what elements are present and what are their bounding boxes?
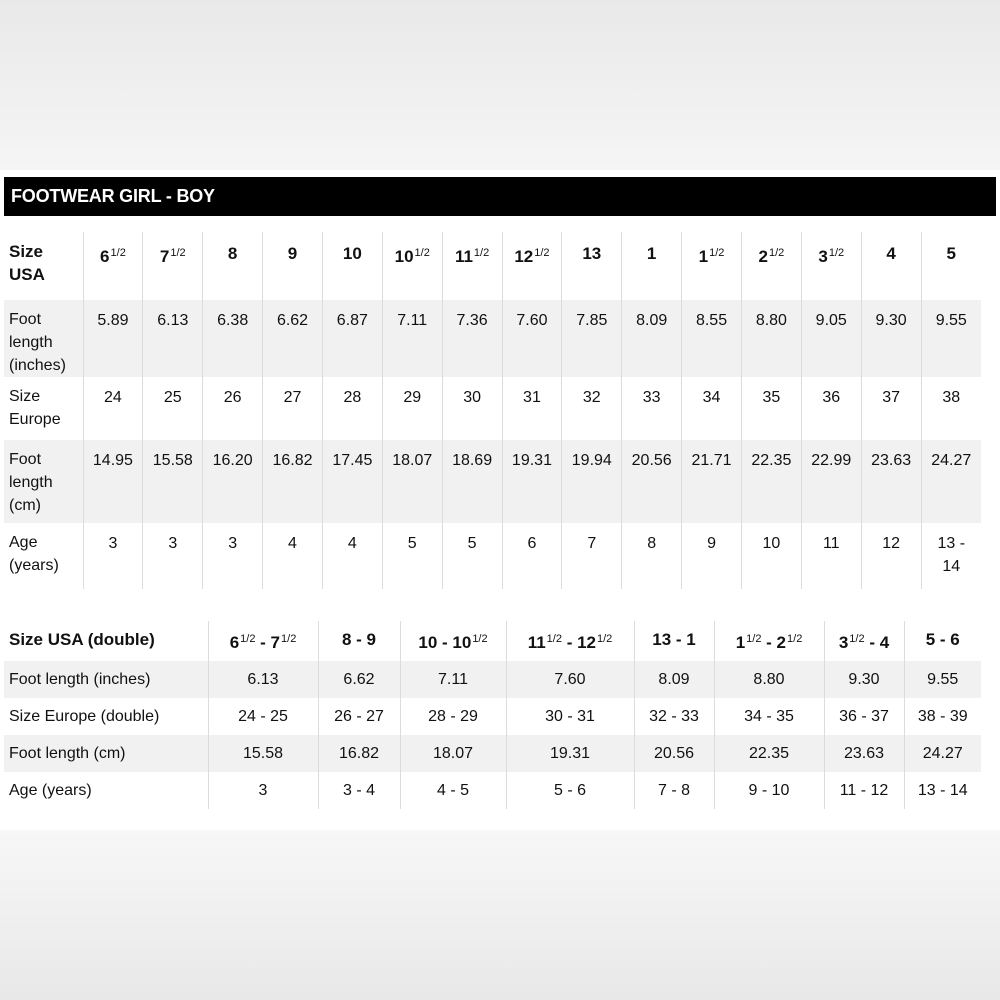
- value-cell: [622, 377, 682, 440]
- value-text: 8: [647, 535, 657, 552]
- value-cell: [502, 440, 562, 523]
- value-cell: [921, 523, 981, 589]
- value-text: 3: [228, 535, 238, 552]
- size-fraction: 1/2: [170, 247, 186, 259]
- size-number: 12: [514, 247, 534, 266]
- header-label-line: USA: [9, 265, 45, 284]
- value-cell: 36 - 37: [824, 698, 904, 735]
- value-cell: 4 - 5: [400, 772, 506, 809]
- value-cell: [682, 440, 742, 523]
- value-cell: [382, 377, 442, 440]
- value-cell: 16.82: [318, 735, 400, 772]
- value-text: 36: [822, 389, 841, 406]
- row-label-line: length: [9, 334, 53, 351]
- value-cell: 18.07: [400, 735, 506, 772]
- size-number: 1: [735, 633, 746, 652]
- value-cell: [382, 300, 442, 377]
- size-cell: [714, 621, 824, 661]
- value-text: 20.56: [631, 452, 672, 469]
- table-row: [4, 377, 981, 440]
- size-number: 7: [159, 247, 170, 266]
- size-number: 3: [838, 633, 849, 652]
- value-cell: 24 - 25: [208, 698, 318, 735]
- value-cell: 8.80: [714, 661, 824, 698]
- value-cell: 6.62: [318, 661, 400, 698]
- value-text: 8.55: [695, 312, 728, 329]
- value-cell: [322, 377, 382, 440]
- row-label: [4, 377, 83, 440]
- value-cell: 15.58: [208, 735, 318, 772]
- value-text: 6.62: [276, 312, 309, 329]
- size-number: 10 - 10: [418, 633, 472, 652]
- value-text: 11: [822, 535, 840, 552]
- value-text: 15.58: [152, 452, 193, 469]
- value-text: 37: [882, 389, 900, 406]
- value-text: 29: [403, 389, 422, 406]
- size-cell: [382, 232, 442, 300]
- row-label: Foot length (cm): [4, 735, 208, 772]
- size-fraction: 1/2: [473, 247, 490, 259]
- value-cell: [203, 440, 263, 523]
- size-number: 6: [229, 633, 240, 652]
- size-table-double: [4, 621, 981, 809]
- size-cell: [502, 232, 562, 300]
- value-cell: [263, 377, 323, 440]
- value-cell: [322, 523, 382, 589]
- size-cell: [318, 621, 400, 661]
- size-fraction: 1/2: [240, 633, 256, 645]
- value-text: 9.30: [875, 312, 907, 329]
- value-cell: [562, 440, 622, 523]
- value-text: 7.36: [456, 312, 488, 329]
- value-text: 4: [347, 535, 357, 552]
- value-cell: 9.30: [824, 661, 904, 698]
- size-number: 13: [582, 244, 602, 263]
- value-cell: [143, 440, 203, 523]
- size-number: - 4: [864, 633, 890, 652]
- value-cell: [442, 377, 502, 440]
- size-number: 11: [527, 633, 546, 652]
- value-text: 13 -: [937, 535, 966, 552]
- size-number: - 2: [761, 633, 787, 652]
- value-cell: [682, 300, 742, 377]
- value-cell: [741, 523, 801, 589]
- value-cell: [801, 440, 861, 523]
- value-cell: [83, 523, 143, 589]
- size-cell: [263, 232, 323, 300]
- size-fraction: 1/2: [472, 633, 488, 645]
- value-cell: 34 - 35: [714, 698, 824, 735]
- value-text: 35: [762, 389, 781, 406]
- value-cell: [741, 377, 801, 440]
- value-text: 18.07: [392, 452, 433, 469]
- value-cell: [203, 377, 263, 440]
- value-text: 25: [163, 389, 182, 406]
- value-cell: 11 - 12: [824, 772, 904, 809]
- row-label: [4, 523, 83, 589]
- value-text: 5: [467, 535, 477, 552]
- value-cell: 22.35: [714, 735, 824, 772]
- value-text: 17.45: [332, 452, 373, 469]
- row-label: [4, 300, 83, 377]
- size-cell: [861, 232, 921, 300]
- table-row: [4, 440, 981, 523]
- value-cell: [83, 377, 143, 440]
- value-text: 38: [942, 389, 961, 406]
- row-label: Age (years): [9, 782, 92, 799]
- row-label-line: Foot: [9, 451, 42, 468]
- size-cell: [921, 232, 981, 300]
- value-cell: [682, 377, 742, 440]
- size-number: - 7: [255, 633, 281, 652]
- value-cell: [741, 300, 801, 377]
- value-text: 6.38: [217, 312, 249, 329]
- value-cell: [83, 300, 143, 377]
- value-cell: [502, 300, 562, 377]
- table-row: [4, 772, 981, 809]
- size-number: 9: [287, 244, 298, 263]
- value-text: 5.89: [97, 312, 129, 329]
- size-fraction: 1/2: [849, 633, 865, 645]
- value-text: 16.82: [272, 452, 313, 469]
- value-text: 5: [407, 535, 417, 552]
- value-text: 3: [168, 535, 178, 552]
- table-row: [4, 523, 981, 589]
- row-label-line: Foot: [9, 311, 42, 328]
- size-fraction: 1/2: [281, 633, 297, 645]
- size-cell: [562, 232, 622, 300]
- value-text: 28: [343, 389, 362, 406]
- size-cell: [682, 232, 742, 300]
- value-cell: [921, 300, 981, 377]
- value-cell: [322, 440, 382, 523]
- value-text: 6.13: [157, 312, 189, 329]
- row-label-line: (inches): [9, 357, 66, 374]
- size-number: 3: [818, 247, 828, 266]
- value-cell: [442, 300, 502, 377]
- size-number: 8: [227, 244, 238, 263]
- size-number: 1: [698, 247, 709, 266]
- row-label-line: Size: [9, 388, 41, 405]
- size-cell: [442, 232, 502, 300]
- size-fraction: 1/2: [828, 247, 845, 259]
- value-cell: 19.31: [506, 735, 634, 772]
- size-fraction: 1/2: [597, 633, 613, 645]
- value-cell: [801, 300, 861, 377]
- value-cell: [562, 523, 622, 589]
- value-cell: 20.56: [634, 735, 714, 772]
- value-cell: [382, 523, 442, 589]
- value-text: 12: [882, 535, 900, 552]
- size-number: 8 - 9: [341, 630, 377, 649]
- value-text: 24.27: [931, 452, 972, 469]
- value-cell: 9.55: [904, 661, 981, 698]
- value-cell: [622, 523, 682, 589]
- value-cell: [682, 523, 742, 589]
- table-row: [4, 661, 981, 698]
- value-cell: [861, 440, 921, 523]
- size-table-single: [4, 232, 981, 589]
- value-text: 30: [463, 389, 481, 406]
- value-text: 6: [527, 535, 537, 552]
- row-label-line: (cm): [9, 497, 41, 514]
- size-cell: [322, 232, 382, 300]
- value-cell: 30 - 31: [506, 698, 634, 735]
- value-text: 34: [702, 389, 721, 406]
- size-cell: [203, 232, 263, 300]
- row-label-line: Age: [9, 534, 38, 551]
- size-cell: [506, 621, 634, 661]
- value-text: 22.99: [811, 452, 852, 469]
- value-text: 14: [942, 558, 961, 575]
- size-cell: [400, 621, 506, 661]
- value-text: 9: [707, 535, 716, 552]
- value-cell: 9 - 10: [714, 772, 824, 809]
- value-cell: [143, 377, 203, 440]
- value-text: 21.71: [691, 452, 732, 469]
- size-fraction: 1/2: [110, 247, 126, 259]
- value-cell: 3 - 4: [318, 772, 400, 809]
- size-fraction: 1/2: [414, 247, 430, 259]
- size-number: 10: [394, 247, 414, 266]
- value-text: 19.31: [511, 452, 552, 469]
- header-row: [4, 232, 981, 300]
- table-row: [4, 735, 981, 772]
- value-text: 18.69: [452, 452, 493, 469]
- value-text: 16.20: [212, 452, 253, 469]
- size-cell: [824, 621, 904, 661]
- row-label: [4, 440, 83, 523]
- size-cell: [634, 621, 714, 661]
- value-cell: [921, 377, 981, 440]
- value-text: 31: [523, 389, 541, 406]
- value-cell: [263, 440, 323, 523]
- value-text: 27: [283, 389, 302, 406]
- value-cell: [502, 377, 562, 440]
- value-cell: [502, 523, 562, 589]
- value-text: 7.11: [397, 312, 428, 329]
- value-text: 22.35: [751, 452, 792, 469]
- table-row: [4, 698, 981, 735]
- value-cell: [203, 523, 263, 589]
- value-cell: [622, 300, 682, 377]
- value-text: 26: [223, 389, 242, 406]
- value-cell: 24.27: [904, 735, 981, 772]
- value-cell: [203, 300, 263, 377]
- row-label-line: length: [9, 474, 53, 491]
- size-cell: [904, 621, 981, 661]
- size-fraction: 1/2: [546, 633, 562, 645]
- size-number: - 12: [561, 633, 596, 652]
- value-cell: 8.09: [634, 661, 714, 698]
- value-cell: [143, 300, 203, 377]
- value-cell: [861, 523, 921, 589]
- value-cell: 32 - 33: [634, 698, 714, 735]
- size-number: 11: [454, 247, 473, 266]
- row-label: Size Europe (double): [9, 708, 160, 725]
- row-label-line: (years): [9, 557, 59, 574]
- value-text: 19.94: [571, 452, 612, 469]
- size-number: 1: [646, 244, 657, 263]
- value-cell: [143, 523, 203, 589]
- value-cell: 38 - 39: [904, 698, 981, 735]
- value-cell: [622, 440, 682, 523]
- value-cell: [861, 377, 921, 440]
- value-cell: [562, 377, 622, 440]
- size-cell: [801, 232, 861, 300]
- value-cell: [801, 377, 861, 440]
- size-cell: [83, 232, 143, 300]
- page-title: FOOTWEAR GIRL - BOY: [4, 177, 996, 216]
- size-fraction: 1/2: [787, 633, 803, 645]
- value-cell: 5 - 6: [506, 772, 634, 809]
- row-label: Foot length (inches): [4, 661, 208, 698]
- size-fraction: 1/2: [709, 247, 725, 259]
- value-cell: 28 - 29: [400, 698, 506, 735]
- value-cell: [921, 440, 981, 523]
- size-number: 2: [758, 247, 768, 266]
- header-label: Size USA (double): [9, 630, 155, 649]
- value-text: 8.80: [755, 312, 787, 329]
- value-text: 6.87: [336, 312, 368, 329]
- value-text: 9.55: [935, 312, 967, 329]
- size-cell: [741, 232, 801, 300]
- value-text: 24: [104, 389, 122, 406]
- header-row: [4, 621, 981, 661]
- value-cell: [83, 440, 143, 523]
- size-number: 10: [342, 244, 362, 263]
- value-text: 10: [762, 535, 781, 552]
- size-cell: [143, 232, 203, 300]
- size-number: 6: [100, 247, 110, 266]
- value-cell: [801, 523, 861, 589]
- value-cell: [861, 300, 921, 377]
- size-number: 5: [946, 244, 956, 263]
- header-label-line: Size: [9, 242, 44, 261]
- size-fraction: 1/2: [746, 633, 762, 645]
- size-fraction: 1/2: [534, 247, 550, 259]
- value-cell: 26 - 27: [318, 698, 400, 735]
- value-cell: 3: [208, 772, 318, 809]
- header-label: [4, 232, 83, 300]
- value-cell: 6.13: [208, 661, 318, 698]
- value-cell: [263, 523, 323, 589]
- size-fraction: 1/2: [768, 247, 785, 259]
- value-text: 8.09: [636, 312, 668, 329]
- value-text: 7: [587, 535, 597, 552]
- value-cell: 13 - 14: [904, 772, 981, 809]
- value-text: 3: [108, 535, 118, 552]
- value-text: 33: [642, 389, 661, 406]
- value-text: 7.60: [516, 312, 548, 329]
- value-cell: 7.60: [506, 661, 634, 698]
- size-number: 5 - 6: [925, 630, 960, 649]
- value-text: 4: [288, 535, 297, 552]
- value-cell: [263, 300, 323, 377]
- size-cell: [208, 621, 318, 661]
- value-cell: [322, 300, 382, 377]
- size-cell: [622, 232, 682, 300]
- value-cell: [382, 440, 442, 523]
- value-cell: [442, 440, 502, 523]
- row-label-line: Europe: [9, 411, 61, 428]
- value-text: 32: [582, 389, 601, 406]
- value-cell: [741, 440, 801, 523]
- value-text: 7.85: [576, 312, 608, 329]
- value-cell: 7.11: [400, 661, 506, 698]
- value-cell: [442, 523, 502, 589]
- value-cell: [562, 300, 622, 377]
- size-number: 13 - 1: [652, 630, 696, 649]
- value-text: 9.05: [815, 312, 847, 329]
- value-cell: 7 - 8: [634, 772, 714, 809]
- value-text: 23.63: [871, 452, 912, 469]
- value-cell: 23.63: [824, 735, 904, 772]
- table-row: [4, 300, 981, 377]
- value-text: 14.95: [92, 452, 133, 469]
- size-number: 4: [886, 244, 896, 263]
